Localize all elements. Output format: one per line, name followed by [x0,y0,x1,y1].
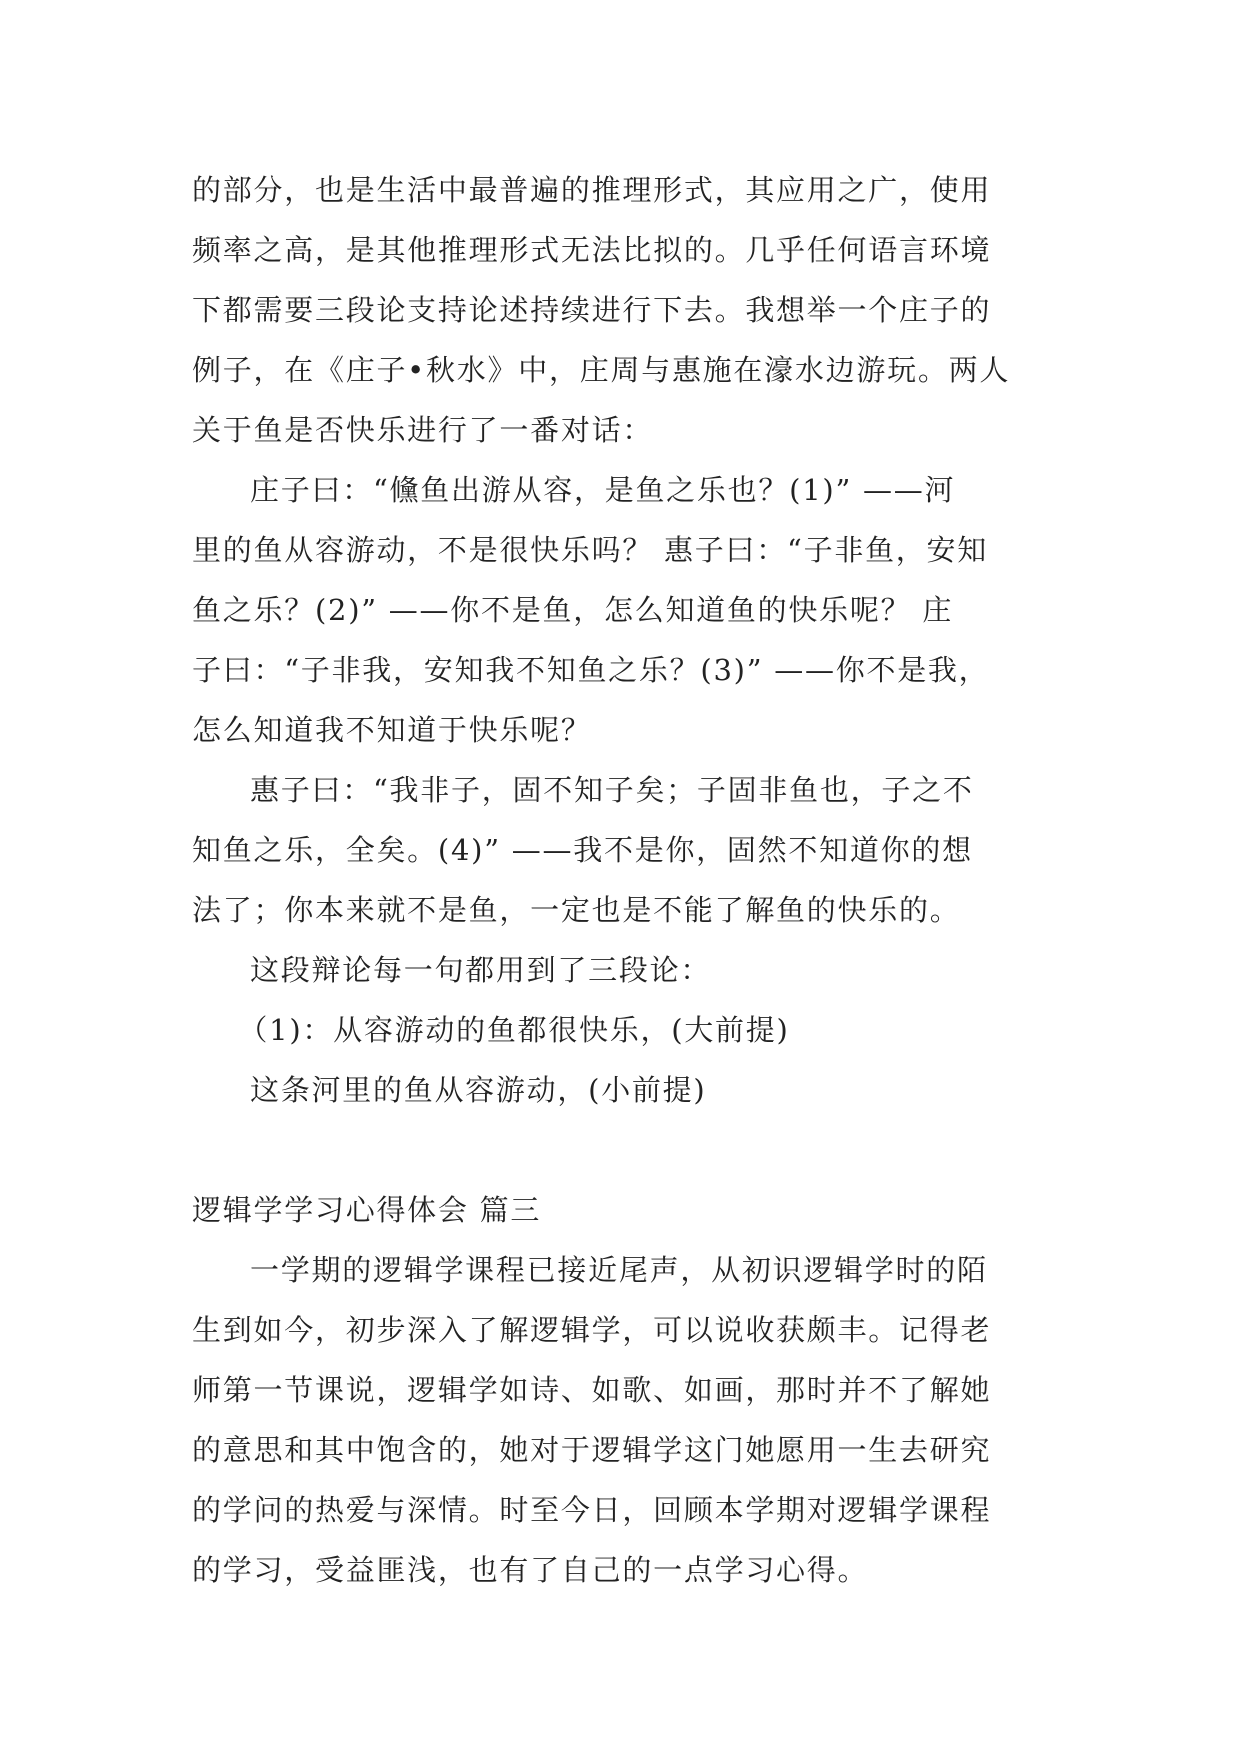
text-line: 的部分，也是生活中最普遍的推理形式，其应用之广，使用 [192,173,992,207]
text-line: 的学问的热爱与深情。时至今日，回顾本学期对逻辑学课程 [192,1493,992,1527]
text-line: 这段辩论每一句都用到了三段论： [250,953,712,987]
paragraph-course-reflection [192,1240,1072,1600]
paragraph-huizi-reply [192,760,1072,940]
paragraph-minor-premise [192,1060,1072,1120]
text-line: 的学习，受益匪浅，也有了自己的一点学习心得。 [192,1553,869,1587]
text-line: 例子，在《庄子•秋水》中，庄周与惠施在濠水边游玩。两人 [192,353,1011,387]
paragraph-major-premise [192,1000,1072,1060]
paragraph-debate-note [192,940,1072,1000]
text-line: 惠子曰：“我非子，固不知子矣；子固非鱼也，子之不 [250,773,974,807]
text-line: 庄子曰：“儵鱼出游从容，是鱼之乐也？(1)” ——河 [250,473,956,507]
text-line: （1)：从容游动的鱼都很快乐，(大前提) [238,1013,790,1047]
text-line: 法了；你本来就不是鱼，一定也是不能了解鱼的快乐的。 [192,893,961,927]
section-title: 逻辑学学习心得体会 篇三 [192,1193,542,1227]
section-heading [192,1180,1072,1240]
text-line: 里的鱼从容游动，不是很快乐吗？ 惠子曰：“子非鱼，安知 [192,533,989,567]
text-line: 知鱼之乐，全矣。(4)” ——我不是你，固然不知道你的想 [192,833,973,867]
section-gap [192,1120,1072,1180]
text-line: 频率之高，是其他推理形式无法比拟的。几乎任何语言环境 [192,233,992,267]
text-line: 生到如今，初步深入了解逻辑学，可以说收获颇丰。记得老 [192,1313,992,1347]
paragraph-zhuangzi-dialogue [192,460,1072,760]
text-line: 鱼之乐？(2)” ——你不是鱼，怎么知道鱼的快乐呢？ 庄 [192,593,954,627]
paragraph-syllogism-intro [192,160,1072,460]
text-line: 关于鱼是否快乐进行了一番对话： [192,413,654,447]
text-line: 的意思和其中饱含的，她对于逻辑学这门她愿用一生去研究 [192,1433,992,1467]
text-line: 子曰：“子非我，安知我不知鱼之乐？(3)” ——你不是我， [192,653,990,687]
text-line: 下都需要三段论支持论述持续进行下去。我想举一个庄子的 [192,293,992,327]
text-line: 这条河里的鱼从容游动，(小前提) [250,1073,707,1107]
text-line: 怎么知道我不知道于快乐呢？ [192,713,592,747]
document-body [192,160,1072,1600]
text-line: 师第一节课说，逻辑学如诗、如歌、如画，那时并不了解她 [192,1373,992,1407]
text-line: 一学期的逻辑学课程已接近尾声，从初识逻辑学时的陌 [250,1253,988,1287]
